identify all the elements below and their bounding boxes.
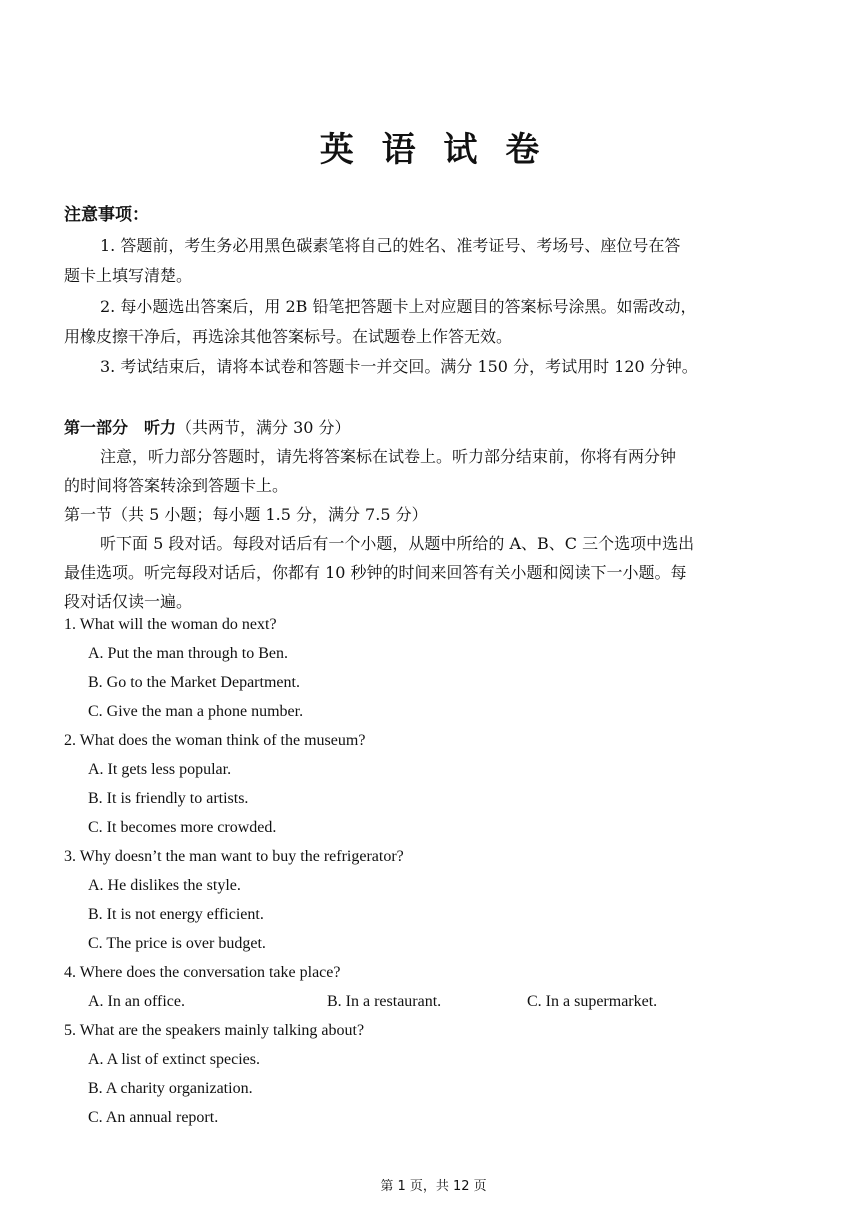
question-4: 4. Where does the conversation take place?: [64, 964, 341, 981]
question-3-option-b: B. It is not energy efficient.: [88, 906, 264, 923]
question-3-option-c: C. The price is over budget.: [88, 935, 266, 952]
question-2-option-a: A. It gets less popular.: [88, 761, 232, 778]
section1-instruction-line-1: 听下面 5 段对话。每段对话后有一个小题，从题中所给的 A、B、C 三个选项中选出: [100, 534, 695, 553]
question-1-option-a: A. Put the man through to Ben.: [88, 645, 288, 662]
exam-title: 英 语 试 卷: [319, 130, 548, 170]
section1-instruction-line-2: 最佳选项。听完每段对话后，你都有 10 秒钟的时间来回答有关小题和阅读下一小题。每: [64, 563, 687, 582]
question-2-option-c: C. It becomes more crowded.: [88, 819, 277, 836]
note-1-line-1: 1. 答题前，考生务必用黑色碳素笔将自己的姓名、准考证号、考场号、座位号在答: [100, 236, 681, 255]
part1-heading: [64, 415, 351, 438]
question-2: 2. What does the woman think of the museum?: [64, 732, 366, 749]
question-1-option-c: C. Give the man a phone number.: [88, 703, 304, 720]
question-3-option-a: A. He dislikes the style.: [88, 877, 241, 894]
section1-title: 第一节（共 5 小题；每小题 1.5 分，满分 7.5 分）: [64, 505, 428, 524]
part1-label: 第一部分 听力: [64, 418, 177, 437]
question-5-option-b: B. A charity organization.: [88, 1080, 253, 1097]
note-2-line-1: 2. 每小题选出答案后，用 2B 铅笔把答题卡上对应题目的答案标号涂黑。如需改动，: [100, 297, 697, 316]
part1-score: （共两节，满分 30 分）: [176, 418, 351, 437]
note-1-line-2: 题卡上填写清楚。: [64, 266, 193, 285]
note-2-line-2: 用橡皮擦干净后，再选涂其他答案标号。在试题卷上作答无效。: [64, 327, 513, 346]
question-5-option-c: C. An annual report.: [88, 1109, 219, 1126]
note-3-line-1: 3. 考试结束后，请将本试卷和答题卡一并交回。满分 150 分，考试用时 120 分钟。: [100, 357, 698, 376]
question-4-option-a: A. In an office.: [88, 993, 185, 1010]
question-4-option-c: C. In a supermarket.: [527, 993, 658, 1010]
question-1-option-b: B. Go to the Market Department.: [88, 674, 300, 691]
listening-note-line-1: 注意，听力部分答题时，请先将答案标在试卷上。听力部分结束前，你将有两分钟: [100, 447, 677, 466]
question-5-option-a: A. A list of extinct species.: [88, 1051, 260, 1068]
question-5: 5. What are the speakers mainly talking about?: [64, 1022, 365, 1039]
listening-note-line-2: 的时间将答案转涂到答题卡上。: [64, 476, 289, 495]
page-footer: 第 1 页，共 12 页: [380, 1179, 487, 1194]
section1-instruction-line-3: 段对话仅读一遍。: [64, 592, 193, 611]
question-1: 1. What will the woman do next?: [64, 616, 277, 633]
question-4-option-b: B. In a restaurant.: [327, 993, 442, 1010]
question-2-option-b: B. It is friendly to artists.: [88, 790, 249, 807]
notes-heading: 注意事项：: [64, 205, 149, 225]
question-3: 3. Why doesn’t the man want to buy the refrigerator?: [64, 848, 404, 865]
